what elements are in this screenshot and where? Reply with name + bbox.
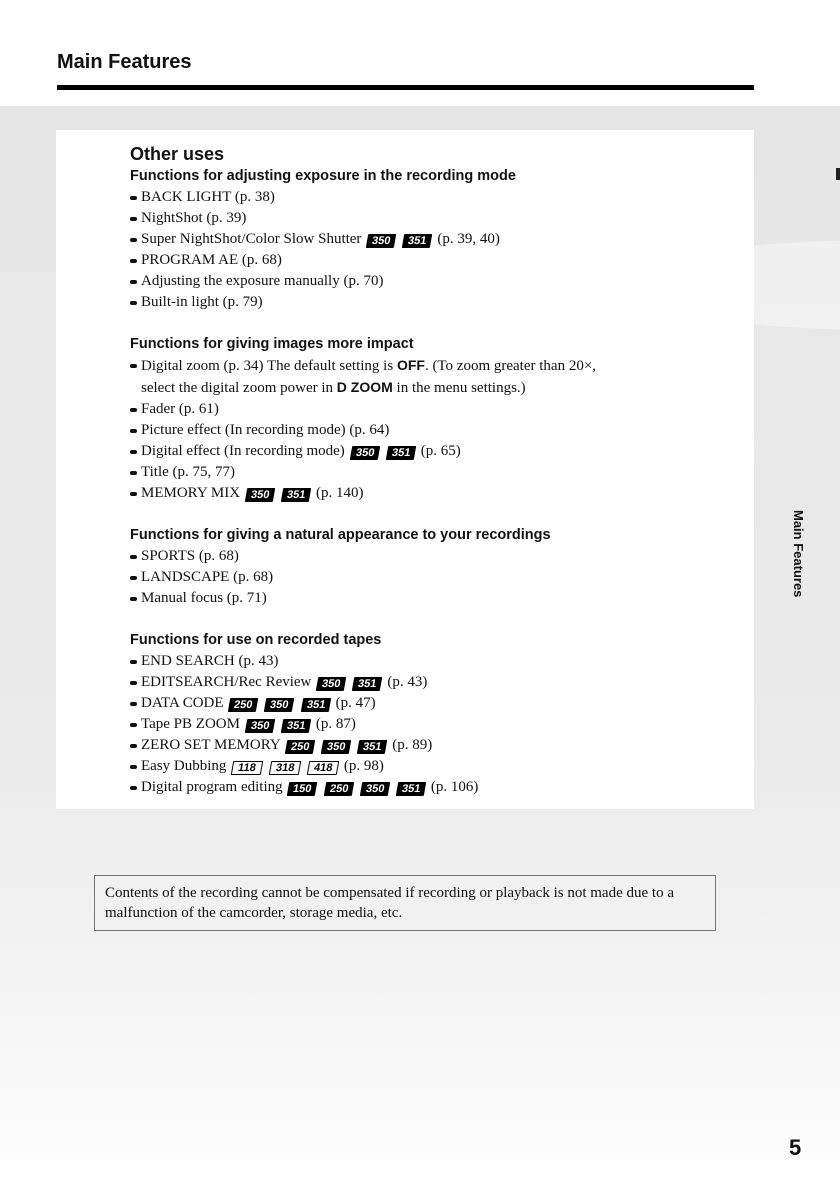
model-badge-outline: 118 — [231, 761, 263, 775]
side-edge-mark — [836, 168, 840, 180]
list-item — [130, 483, 730, 504]
page-ref: (p. 140) — [316, 485, 364, 501]
list-item: END SEARCH (p. 43) — [130, 651, 730, 672]
side-index-tab — [788, 510, 808, 620]
item-text: . (To zoom greater than 20×, — [424, 358, 597, 374]
list-item — [130, 229, 730, 250]
model-badge: 351 — [395, 782, 426, 796]
item-text: Digital effect (In recording mode) — [141, 443, 345, 459]
model-badge: 351 — [281, 488, 312, 502]
model-badge: 350 — [366, 234, 397, 248]
page-number: 5 — [789, 1135, 802, 1160]
list-item: BACK LIGHT (p. 38) — [130, 187, 730, 208]
list-item — [130, 777, 730, 798]
model-badge-outline: 418 — [307, 761, 340, 775]
page-title: Main Features — [57, 51, 192, 73]
model-badge: 350 — [245, 488, 276, 502]
page-ref: (p. 87) — [315, 716, 356, 732]
list-item — [130, 672, 730, 693]
model-badge-outline: 318 — [268, 761, 301, 775]
page-ref: (p. 47) — [335, 695, 376, 711]
list-item: Built-in light (p. 79) — [130, 292, 730, 313]
model-badge: 351 — [357, 740, 388, 754]
model-badge: 250 — [285, 740, 316, 754]
list-item — [130, 756, 730, 777]
list-item — [130, 735, 730, 756]
item-text: EDITSEARCH/Rec Review — [141, 674, 312, 690]
list-item: SPORTS (p. 68) — [130, 546, 730, 567]
list-item: Fader (p. 61) — [130, 399, 730, 420]
model-badge: 351 — [300, 698, 331, 712]
list-item: NightShot (p. 39) — [130, 208, 730, 229]
page-ref: (p. 39, 40) — [437, 231, 500, 247]
page-ref: (p. 89) — [392, 737, 433, 753]
model-badge: 350 — [244, 719, 275, 733]
setting-off: OFF — [396, 357, 425, 373]
notice-box: Contents of the recording cannot be compensated if recording or playback is not made due to a malfunction of the camcorder, storage media, etc. — [94, 875, 716, 931]
other-uses-section — [130, 142, 730, 798]
list-item — [130, 714, 730, 735]
model-badge: 350 — [349, 446, 380, 460]
model-badge: 351 — [385, 446, 416, 460]
item-text: in the menu settings.) — [392, 380, 526, 396]
setting-d-zoom: D ZOOM — [336, 379, 393, 395]
list-item: Picture effect (In recording mode) (p. 64) — [130, 420, 730, 441]
list-item-continuation — [130, 377, 730, 399]
item-text: select the digital zoom power in — [141, 380, 337, 396]
model-badge: 350 — [264, 698, 295, 712]
model-badge: 150 — [287, 782, 318, 796]
model-badge: 350 — [316, 677, 347, 691]
list-item — [130, 441, 730, 462]
page-ref: (p. 65) — [420, 443, 461, 459]
item-text: Digital program editing — [141, 779, 283, 795]
list-item: PROGRAM AE (p. 68) — [130, 250, 730, 271]
page-ref: (p. 43) — [387, 674, 428, 690]
list-item: Adjusting the exposure manually (p. 70) — [130, 271, 730, 292]
item-text: Digital zoom (p. 34) The default setting is — [141, 358, 397, 374]
model-badge: 351 — [281, 719, 312, 733]
side-tab-label: Main Features — [791, 510, 806, 598]
model-badge: 351 — [402, 234, 433, 248]
model-badge: 351 — [352, 677, 383, 691]
group-heading-natural: Functions for giving a natural appearance to your recordings — [130, 527, 551, 543]
list-item: LANDSCAPE (p. 68) — [130, 567, 730, 588]
group-heading-tapes: Functions for use on recorded tapes — [130, 632, 382, 648]
model-badge: 350 — [321, 740, 352, 754]
model-badge: 250 — [228, 698, 259, 712]
list-item: Title (p. 75, 77) — [130, 462, 730, 483]
model-badge: 350 — [359, 782, 390, 796]
item-text: MEMORY MIX — [141, 485, 241, 501]
item-text: Easy Dubbing — [141, 758, 227, 774]
group-heading-exposure: Functions for adjusting exposure in the recording mode — [130, 168, 516, 184]
page-ref: (p. 106) — [430, 779, 479, 795]
title-rule — [57, 85, 754, 90]
list-item: Manual focus (p. 71) — [130, 588, 730, 609]
section-title: Other uses — [130, 144, 225, 164]
item-text: Tape PB ZOOM — [141, 716, 240, 732]
item-text: DATA CODE — [141, 695, 224, 711]
group-heading-impact: Functions for giving images more impact — [130, 336, 414, 352]
item-text: Super NightShot/Color Slow Shutter — [141, 231, 362, 247]
model-badge: 250 — [323, 782, 354, 796]
list-item-digital-zoom — [130, 355, 730, 377]
page-ref: (p. 98) — [343, 758, 384, 774]
item-text: ZERO SET MEMORY — [141, 737, 281, 753]
list-item — [130, 693, 730, 714]
